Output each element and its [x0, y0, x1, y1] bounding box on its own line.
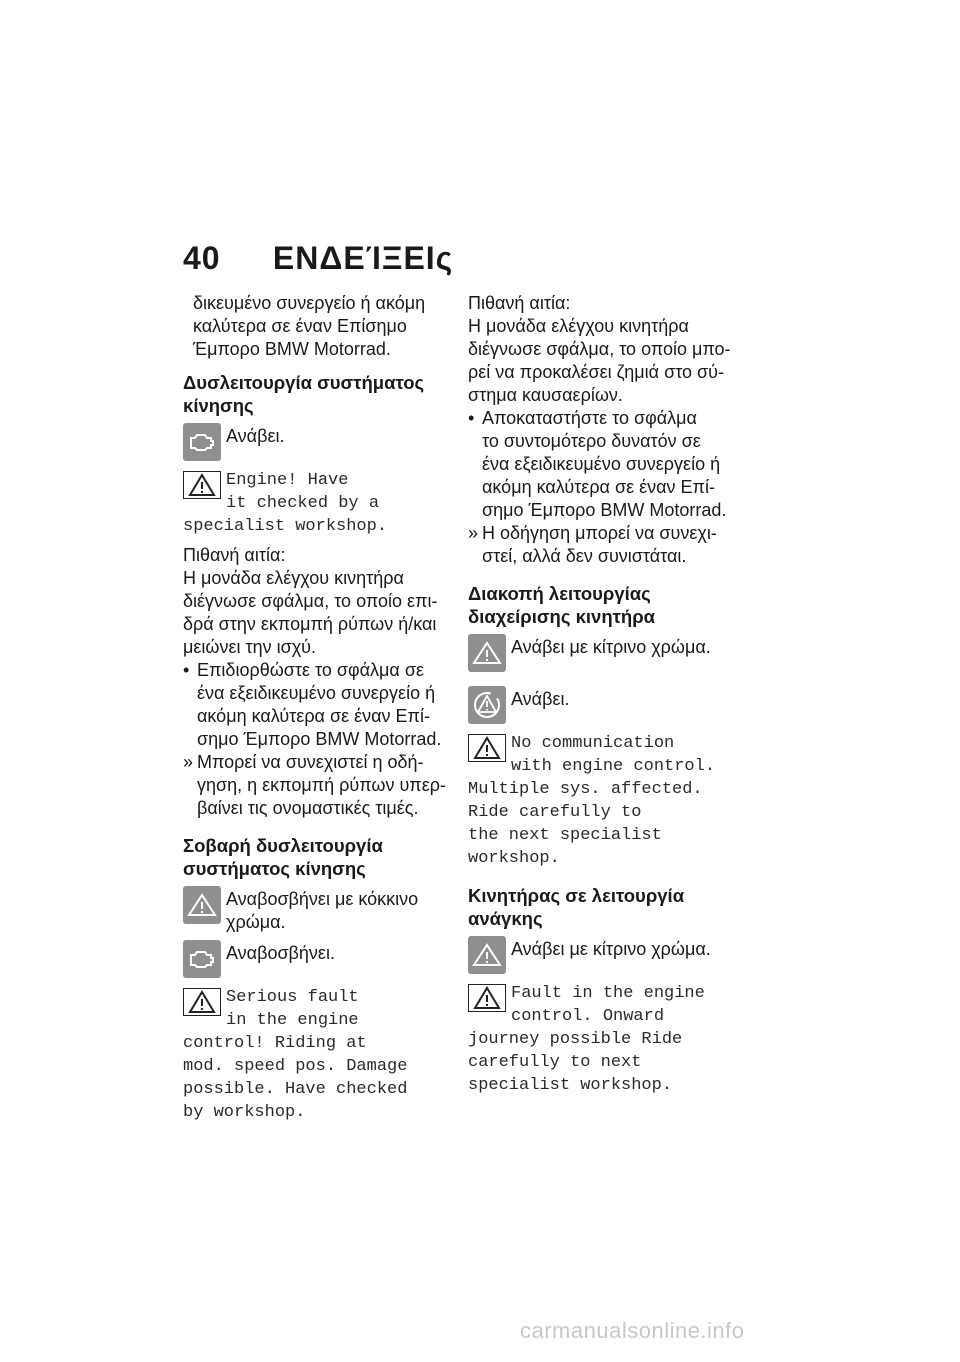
text-line: γηση, η εκπομπή ρύπων υπερ- — [197, 775, 446, 795]
indicator-row — [183, 940, 448, 978]
text-line: Η μονάδα ελέγχου κινητήρα — [468, 316, 689, 336]
engine-warning-icon — [183, 940, 221, 978]
mono-line: Serious fault — [226, 988, 359, 1007]
text-line: μειώνει την ισχύ. — [183, 637, 316, 657]
heading-line: συστήματος κίνησης — [183, 858, 366, 879]
mono-line: control! Riding at — [183, 1034, 367, 1053]
mono-line: specialist workshop. — [468, 1076, 673, 1095]
section-heading-engine-management-failure — [468, 582, 733, 628]
text-line: Η μονάδα ελέγχου κινητήρα — [183, 568, 404, 588]
watermark: carmanualsonline.info — [520, 1318, 745, 1343]
mono-line: in the engine — [226, 1011, 359, 1030]
result-marker: » — [183, 752, 194, 772]
indicator-text: Ανάβει. — [226, 426, 285, 446]
text-line: δρά στην εκπομπή ρύπων ή/και — [183, 614, 437, 634]
display-message — [183, 986, 448, 1124]
mono-line: Ride carefully to — [468, 803, 642, 822]
mono-line: journey possible Ride — [468, 1030, 683, 1049]
cause-text — [183, 567, 448, 659]
heading-line: κίνησης — [183, 395, 254, 416]
mono-line: Engine! Have — [226, 471, 349, 490]
page-title: ΕΝΔΕΊΞΕΙς — [272, 240, 454, 276]
mono-line: the next specialist — [468, 826, 662, 845]
section-heading-engine-malfunction — [183, 371, 448, 417]
text-line: σημο Έμπορο BMW Motorrad. — [482, 500, 727, 520]
indicator-text: Αναβοσβήνει με κόκκινο — [226, 889, 419, 909]
warning-triangle-icon — [183, 988, 221, 1016]
warning-triangle-icon — [183, 471, 221, 499]
heading-line: Διακοπή λειτουργίας — [468, 583, 651, 604]
indicator-text: Ανάβει με κίτρινο χρώμα. — [511, 939, 711, 959]
section-heading-serious-malfunction — [183, 834, 448, 880]
indicator-text: Ανάβει με κίτρινο χρώμα. — [511, 637, 711, 657]
text-line: διέγνωσε σφάλμα, το οποίο μπο- — [468, 339, 731, 359]
cause-text — [468, 315, 733, 407]
mono-line: it checked by a — [226, 494, 380, 513]
mono-line: carefully to next — [468, 1053, 642, 1072]
cause-label: Πιθανή αιτία: — [183, 545, 286, 565]
warning-triangle-icon — [468, 734, 506, 762]
text-line: το συντομότερο δυνατόν σε — [482, 431, 701, 451]
text-line: Αποκαταστήστε το σφάλμα — [482, 408, 697, 428]
text-line: στεί, αλλά δεν συνιστάται. — [482, 546, 687, 566]
display-message — [183, 469, 448, 538]
indicator-row — [468, 936, 733, 974]
text-line: στημα καυσαερίων. — [468, 385, 623, 405]
page-header — [183, 240, 453, 277]
text-line: δικευμένο συνεργείο ή ακόμη — [193, 293, 426, 313]
bullet-marker: • — [468, 408, 475, 428]
bullet-item — [183, 659, 448, 751]
text-line: βαίνει τις ονομαστικές τιμές. — [197, 798, 419, 818]
indicator-text: Αναβοσβήνει. — [226, 943, 335, 963]
warning-triangle-icon — [468, 984, 506, 1012]
general-warning-icon — [468, 936, 506, 974]
general-warning-icon — [468, 634, 506, 672]
heading-line: διαχείρισης κινητήρα — [468, 606, 656, 627]
bullet-marker: • — [183, 660, 190, 680]
general-warning-icon — [183, 886, 221, 924]
text-line: Έμπορο BMW Motorrad. — [193, 339, 391, 359]
page-number: 40 — [183, 240, 221, 276]
text-line: Η οδήγηση μπορεί να συνεχι- — [482, 523, 717, 543]
result-marker: » — [468, 523, 479, 543]
heading-line: Δυσλειτουργία συστήματος — [183, 372, 425, 393]
indicator-row — [468, 634, 733, 672]
mono-line: by workshop. — [183, 1103, 306, 1122]
heading-line: Κινητήρας σε λειτουργία — [468, 885, 685, 906]
text-line: ρεί να προκαλέσει ζημιά στο σύ- — [468, 362, 725, 382]
display-message — [468, 732, 733, 870]
circular-warning-icon — [468, 686, 506, 724]
indicator-text: χρώμα. — [226, 912, 286, 932]
text-line: Επιδιορθώστε το σφάλμα σε — [197, 660, 424, 680]
section-heading-emergency-mode — [468, 884, 733, 930]
display-message — [468, 982, 733, 1097]
left-column — [183, 292, 448, 1124]
text-line: σημο Έμπορο BMW Motorrad. — [197, 729, 442, 749]
mono-line: Fault in the engine — [511, 984, 705, 1003]
result-item — [183, 751, 448, 820]
result-item — [468, 522, 733, 568]
indicator-row — [468, 686, 733, 724]
heading-line: Σοβαρή δυσλειτουργία — [183, 835, 383, 856]
text-line: ακόμη καλύτερα σε έναν Επί- — [197, 706, 430, 726]
mono-line: No communication — [511, 734, 675, 753]
intro-text — [183, 292, 448, 361]
text-line: διέγνωσε σφάλμα, το οποίο επι- — [183, 591, 438, 611]
indicator-text: Ανάβει. — [511, 689, 570, 709]
text-line: ακόμη καλύτερα σε έναν Επί- — [482, 477, 715, 497]
indicator-row — [183, 423, 448, 461]
mono-line: specialist workshop. — [183, 517, 388, 536]
mono-line: Multiple sys. affected. — [468, 780, 703, 799]
engine-warning-icon — [183, 423, 221, 461]
indicator-row — [183, 886, 448, 934]
mono-line: workshop. — [468, 849, 560, 868]
mono-line: with engine control. — [511, 757, 716, 776]
heading-line: ανάγκης — [468, 908, 543, 929]
mono-line: control. Onward — [511, 1007, 665, 1026]
mono-line: possible. Have checked — [183, 1080, 408, 1099]
text-line: καλύτερα σε έναν Επίσημο — [193, 316, 407, 336]
text-line: Μπορεί να συνεχιστεί η οδή- — [197, 752, 424, 772]
cause-label: Πιθανή αιτία: — [468, 293, 571, 313]
text-line: ένα εξειδικευμένο συνεργείο ή — [482, 454, 721, 474]
mono-line: mod. speed pos. Damage — [183, 1057, 408, 1076]
text-line: ένα εξειδικευμένο συνεργείο ή — [197, 683, 436, 703]
bullet-item — [468, 407, 733, 522]
right-column — [468, 292, 733, 1097]
